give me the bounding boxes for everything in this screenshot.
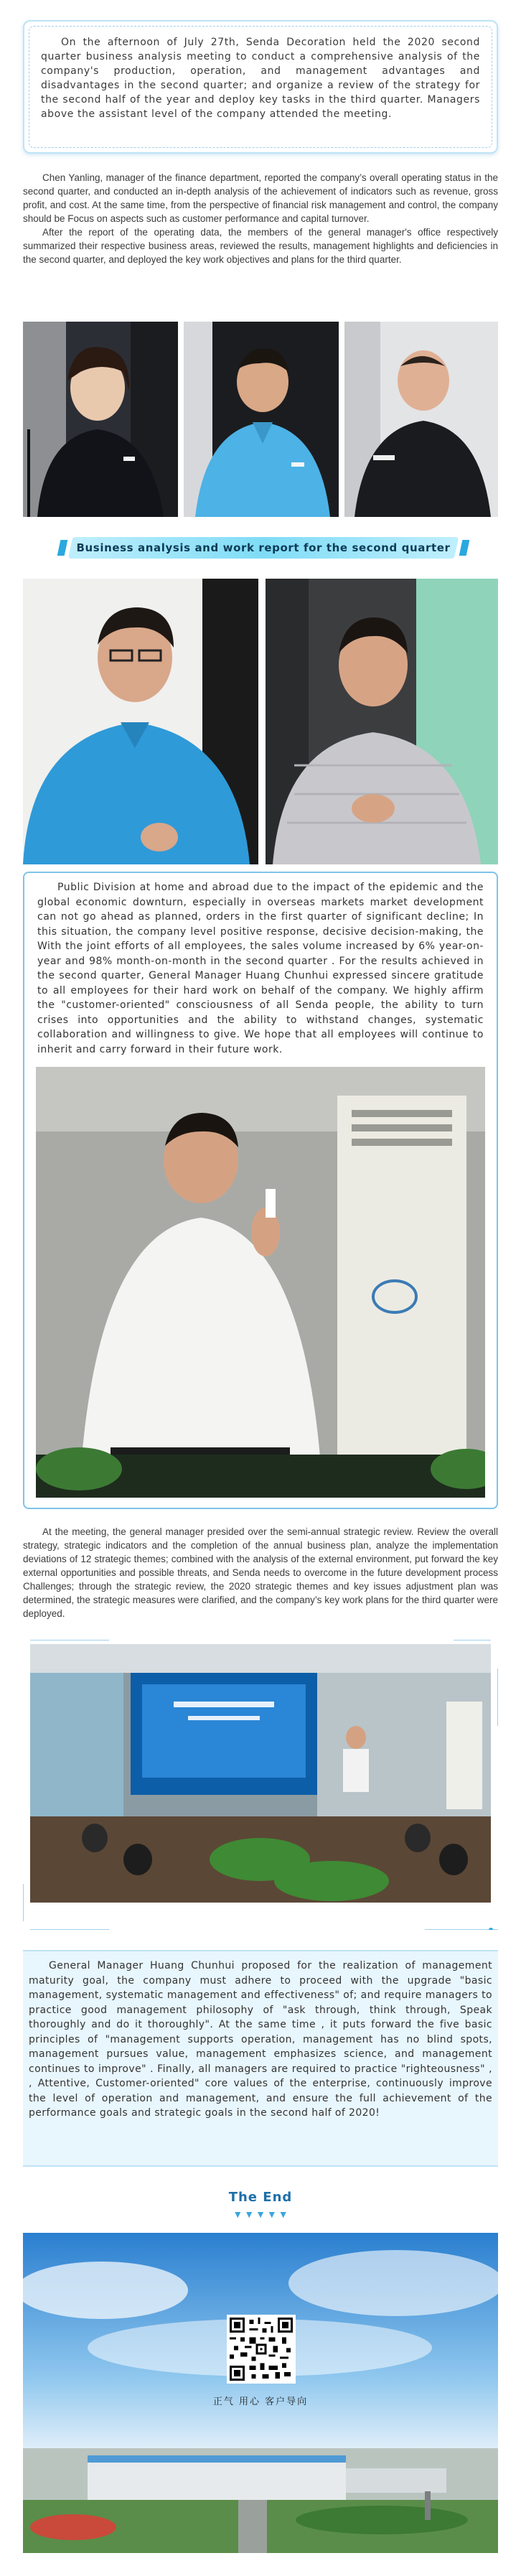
gm-proposal-paragraph: General Manager Huang Chunhui proposed for the realization of management maturity goal, the company must adhere to proceed with the upgrade "basic management, systematic management and effectiveness" of; and require managers to practice good management philosophy of "ask through, think through, Speak thoroughly and do it thoroughly". At the same time , it puts forward the five basic principles of "management supports operation, management has no blind spots, management pursues value, management emphasizes science, and management continues to improve" . Finally, all managers are required to practice "righteousness" , , Attentive, Customer-oriented" core values of the enterprise, continuously improve the level of operation and management, and ensure the full achievement of the performance goals and strategic goals in the second half of 2020! [29,1960,492,2119]
meeting-room-photo [30,1644,491,1903]
qr-code [227,2315,296,2384]
intro-paragraph: On the afternoon of July 27th, Senda Decoration held the 2020 second quarter business analysis meeting to conduct a comprehensive analysis of the company's production, operation, and management advantages and disadvantages in the second quarter; and organize a review of the strategy for the second half of the year and deploy key tasks in the third quarter. Managers above the assistant level of the company attended the meeting. [41,37,480,120]
intro-inner-frame [29,26,492,148]
manager-photo-glasses [23,579,258,864]
section-banner [62,533,465,563]
footer-campus-image [23,2233,498,2553]
public-division-paragraph: Public Division at home and abroad due to the impact of the epidemic and the global economic downturn, especially in overseas markets market development can not go ahead as planned, orders in the first quarter of significant decline; In this situation, the company level positive response, decisive decision-making, the With the joint efforts of all employees, the sales volume increased by 6% year-on-year and 98% month-on-month in the second quarter . For the results achieved in the second quarter, General Manager Huang Chunhui expressed sincere gratitude to all employees for their hard work on behalf of the company. We highly affirm the "customer-oriented" consciousness of all Senda people, the ability to turn crises into opportunities and the ability to withstand changes, systematic collaboration and willingness to give. We hope that all employees will continue to inherit and carry forward in their future work. [37,882,484,1055]
gm-office-summary-paragraph: After the report of the operating data, the members of the general manager's office respectively summarized their respective business areas, reviewed the results, management highlights and deficiencies in the second quarter, and deployed the key work objectives and plans for the third quarter. [23,227,498,265]
strategy-paragraph: At the meeting, the general manager presided over the semi-annual strategic review. Review the overall strategy, strategic indicators and the completion of the annual business plan, analyze the implementation deviations of 12 strategic themes; combined with the analysis of the external environment, put forward the key external opportunities and possible threats, and Senda needs to overcome in the future development process Challenges; through the strategic review, the 2020 strategic themes and key issues adjustment plan was determined, the strategic measures were clarified, and the company’s key work plans for the third quarter were deployed. [23,1526,498,1619]
the-end-title: The End [228,2190,293,2205]
intro-box [23,20,498,154]
chevron-down-icon: ▼ [244,2208,255,2220]
manager-photo-plaid-shirt [266,579,498,864]
speaker-photo-woman [23,322,178,517]
chevron-down-icon: ▼ [255,2208,266,2220]
company-slogan: 正气 用心 客户导向 [212,2397,309,2407]
public-division-section [37,880,484,1057]
chevron-down-icon: ▼ [266,2208,277,2220]
the-end-chevrons [0,2208,521,2221]
general-manager-speaking-photo [36,1067,485,1498]
speaker-photo-black-shirt [344,322,498,517]
strategy-section [23,1525,498,1620]
banner-title: Business analysis and work report for the second quarter [76,541,451,554]
chevron-down-icon: ▼ [278,2208,288,2220]
speaker-photo-blue-shirt [184,322,339,517]
gm-proposal-section [29,1959,492,2121]
report-section [23,171,498,266]
finance-report-paragraph: Chen Yanling, manager of the finance department, reported the company’s overall operating status in the second quarter, and conducted an in-depth analysis of the achievement of indicators such as revenue, gross profit, and cost. At the same time, from the perspective of financial risk management and control, the company should be Focus on aspects such as customer performance and capital turnover. [23,172,498,224]
chevron-down-icon: ▼ [233,2208,243,2220]
